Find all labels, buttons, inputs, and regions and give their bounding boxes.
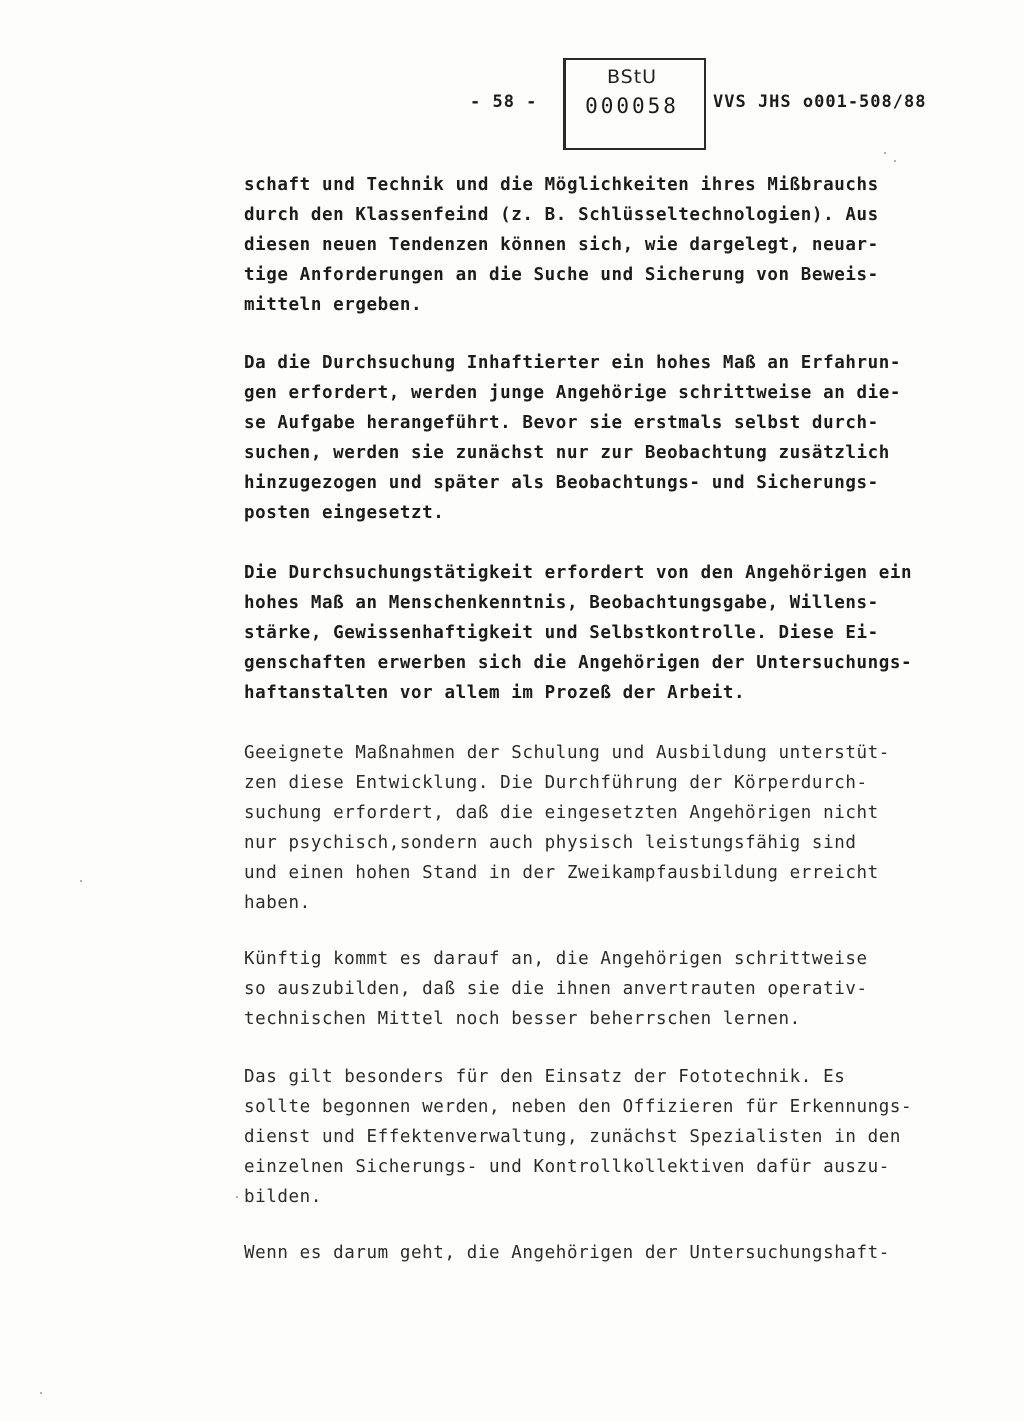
scan-speck — [884, 152, 886, 154]
paragraph-6 — [244, 1062, 984, 1212]
text-line: Das gilt besonders für den Einsatz der Fototechnik. Es — [244, 1067, 846, 1087]
scan-speck — [236, 1196, 238, 1198]
stamp-number: 000058 — [585, 94, 679, 118]
text-line: so auszubilden, daß sie die ihnen anvertrauten operativ- — [244, 979, 868, 999]
paragraph-5 — [244, 944, 984, 1034]
text-line: sollte begonnen werden, neben den Offizieren für Erkennungs- — [244, 1097, 913, 1117]
text-line: hinzugezogen und später als Beobachtungs- und Sicherungs- — [244, 473, 879, 493]
text-line: Künftig kommt es darauf an, die Angehörigen schrittweise — [244, 949, 868, 969]
text-line: haftanstalten vor allem im Prozeß der Arbeit. — [244, 683, 746, 703]
text-line: suchen, werden sie zunächst nur zur Beobachtung zusätzlich — [244, 443, 890, 463]
text-line: zen diese Entwicklung. Die Durchführung der Körperdurch- — [244, 773, 868, 793]
text-line: durch den Klassenfeind (z. B. Schlüsseltechnologien). Aus — [244, 205, 879, 225]
scan-speck — [894, 160, 896, 162]
paragraph-7 — [244, 1238, 984, 1268]
text-line: genschaften erwerben sich die Angehörigen der Untersuchungs- — [244, 653, 913, 673]
paragraph-2 — [244, 348, 984, 528]
text-line: Wenn es darum geht, die Angehörigen der Untersuchungshaft- — [244, 1243, 890, 1263]
text-line: gen erfordert, werden junge Angehörige schrittweise an die- — [244, 383, 902, 403]
text-line: tige Anforderungen an die Suche und Sicherung von Beweis- — [244, 265, 879, 285]
text-line: nur psychisch,sondern auch physisch leistungsfähig sind — [244, 833, 857, 853]
page-number: - 58 - — [470, 92, 538, 112]
text-line: haben. — [244, 893, 311, 913]
text-line: stärke, Gewissenhaftigkeit und Selbstkontrolle. Diese Ei- — [244, 623, 879, 643]
scan-speck — [40, 1392, 42, 1394]
text-line: Die Durchsuchungstätigkeit erfordert von den Angehörigen ein — [244, 563, 913, 583]
text-line: hohes Maß an Menschenkenntnis, Beobachtungsgabe, Willens- — [244, 593, 879, 613]
text-line: dienst und Effektenverwaltung, zunächst Spezialisten in den — [244, 1127, 902, 1147]
text-line: Da die Durchsuchung Inhaftierter ein hohes Maß an Erfahrun- — [244, 353, 902, 373]
paragraph-1 — [244, 170, 984, 320]
text-line: mitteln ergeben. — [244, 295, 423, 315]
text-line: einzelnen Sicherungs- und Kontrollkollektiven dafür auszu- — [244, 1157, 890, 1177]
text-line: se Aufgabe herangeführt. Bevor sie erstmals selbst durch- — [244, 413, 879, 433]
text-line: schaft und Technik und die Möglichkeiten ihres Mißbrauchs — [244, 175, 879, 195]
document-body — [244, 170, 984, 1298]
scan-speck — [80, 880, 82, 882]
paragraph-4 — [244, 738, 984, 918]
document-reference: VVS JHS o001-508/88 — [713, 92, 927, 112]
text-line: suchung erfordert, daß die eingesetzten Angehörigen nicht — [244, 803, 879, 823]
text-line: technischen Mittel noch besser beherrschen lernen. — [244, 1009, 801, 1029]
text-line: diesen neuen Tendenzen können sich, wie dargelegt, neuar- — [244, 235, 879, 255]
paragraph-3 — [244, 558, 984, 708]
text-line: bilden. — [244, 1187, 322, 1207]
text-line: und einen hohen Stand in der Zweikampfausbildung erreicht — [244, 863, 879, 883]
archive-stamp — [563, 58, 705, 150]
stamp-label: BStU — [606, 66, 658, 88]
text-line: Geeignete Maßnahmen der Schulung und Ausbildung unterstüt- — [244, 743, 890, 763]
text-line: posten eingesetzt. — [244, 503, 445, 523]
